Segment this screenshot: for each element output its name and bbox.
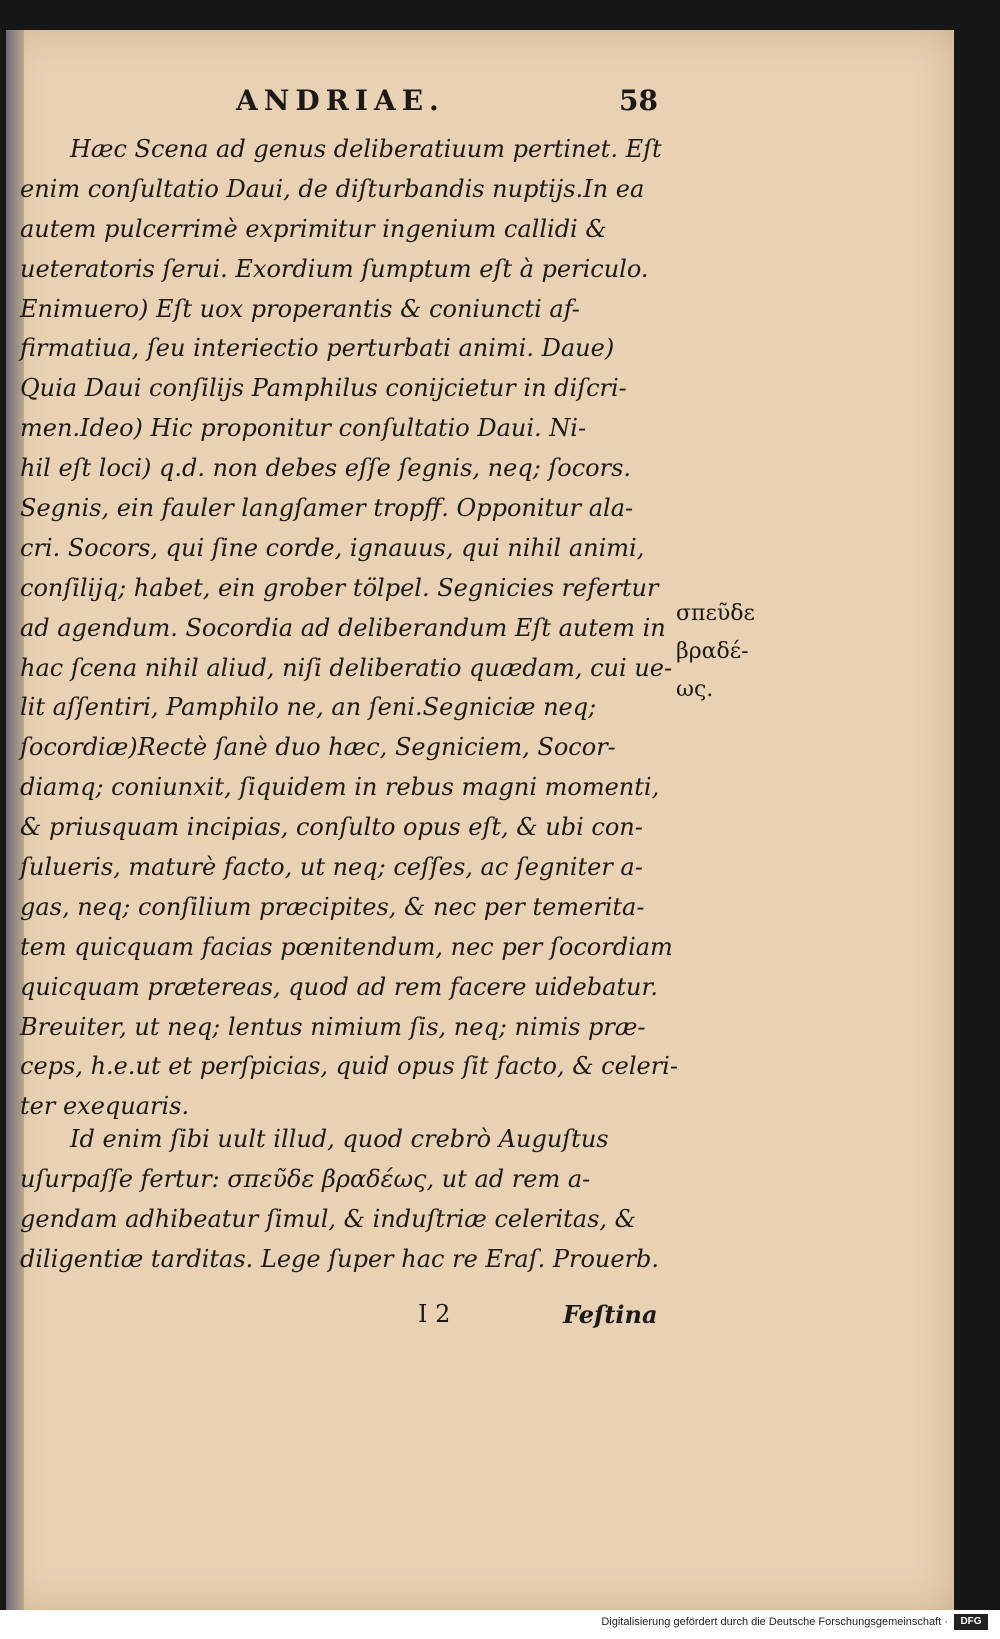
text-line: ceps, h.e.ut et perſpicias, quid opus ſit facto, & celeri- <box>20 1052 678 1081</box>
text-line: gas, neq; conſilium præcipites, & nec per temerita- <box>20 892 645 921</box>
text-line: diamq; coniunxit, ſiquidem in rebus magni momenti, <box>20 773 660 802</box>
marginal-note-line: βραδέ- <box>676 639 749 664</box>
text-line: Breuiter, ut neq; lentus nimium ſis, neq; nimis præ- <box>20 1012 646 1041</box>
marginal-note <box>676 595 786 709</box>
text-line: & priusquam incipias, conſulto opus eſt, & ubi con- <box>20 813 643 842</box>
signature-mark: I 2 <box>418 1300 451 1328</box>
body-text-block-2 <box>20 1120 680 1280</box>
text-line: ſulueris, maturè facto, ut neq; ceſſes, ac ſegniter a- <box>20 853 643 882</box>
text-line: gendam adhibeatur ſimul, & induſtriæ celeritas, & <box>20 1204 637 1233</box>
text-line: Enimuero) Eſt uox properantis & coniuncti af- <box>20 294 580 323</box>
text-line: lit aſſentiri, Pamphilo ne, an ſeni.Segniciæ neq; <box>20 693 597 722</box>
running-head: ANDRIAE. <box>236 84 445 117</box>
text-line: ter exequaris. <box>20 1092 190 1121</box>
text-line: men.Ideo) Hic proponitur conſultatio Daui. Ni- <box>20 414 587 443</box>
marginal-note-line: ως. <box>676 677 714 702</box>
text-line: tem quicquam facias pœnitendum, nec per ſocordiam <box>20 932 673 961</box>
text-line: diligentiæ tarditas. Lege ſuper hac re Eraſ. Prouerb. <box>20 1244 660 1273</box>
page-number: 58 <box>619 84 658 117</box>
text-line: Id enim ſibi uult illud, quod crebrò Auguſtus <box>70 1125 609 1153</box>
text-line: Hæc Scena ad genus deliberatiuum pertinet. Eſt <box>70 135 662 163</box>
text-line: ueteratoris ſerui. Exordium ſumptum eſt à periculo. <box>20 254 649 283</box>
footer-credit: Digitalisierung gefördert durch die Deutsche Forschungsgemeinschaft · <box>601 1616 948 1628</box>
text-line: Quia Daui conſilijs Pamphilus conijcietur in diſcri- <box>20 374 627 403</box>
text-line: uſurpaſſe fertur: σπεῦδε βραδέως, ut ad rem a- <box>20 1164 591 1193</box>
text-line: autem pulcerrimè exprimitur ingenium callidi & <box>20 214 607 243</box>
text-line: enim conſultatio Daui, de diſturbandis nuptijs.In ea <box>20 174 645 203</box>
text-line: ſocordiæ)Rectè ſanè duo hæc, Segniciem, Socor- <box>20 733 616 762</box>
body-text-block <box>20 130 680 1127</box>
catchword: Feſtina <box>563 1300 658 1329</box>
text-line: quicquam prætereas, quod ad rem facere uidebatur. <box>20 972 658 1001</box>
footer-strip <box>0 1610 1000 1639</box>
text-line: ad agendum. Socordia ad deliberandum Eſt autem in <box>20 613 666 642</box>
text-line: hac ſcena nihil aliud, niſi deliberatio quædam, cui ue- <box>20 653 673 682</box>
book-page <box>6 30 954 1610</box>
dfg-logo-icon: DFG <box>954 1614 988 1630</box>
text-line: cri. Socors, qui ſine corde, ignauus, qui nihil animi, <box>20 533 645 562</box>
text-line: Segnis, ein fauler langſamer tropff. Opponitur ala- <box>20 494 634 523</box>
text-line: hil eſt loci) q.d. non debes eſſe ſegnis, neq; ſocors. <box>20 454 632 483</box>
text-line: firmatiua, ſeu interiectio perturbati animi. Daue) <box>20 334 615 363</box>
text-line: conſilijq; habet, ein grober tölpel. Segnicies refertur <box>20 573 659 602</box>
marginal-note-line: σπεῦδε <box>676 601 755 626</box>
